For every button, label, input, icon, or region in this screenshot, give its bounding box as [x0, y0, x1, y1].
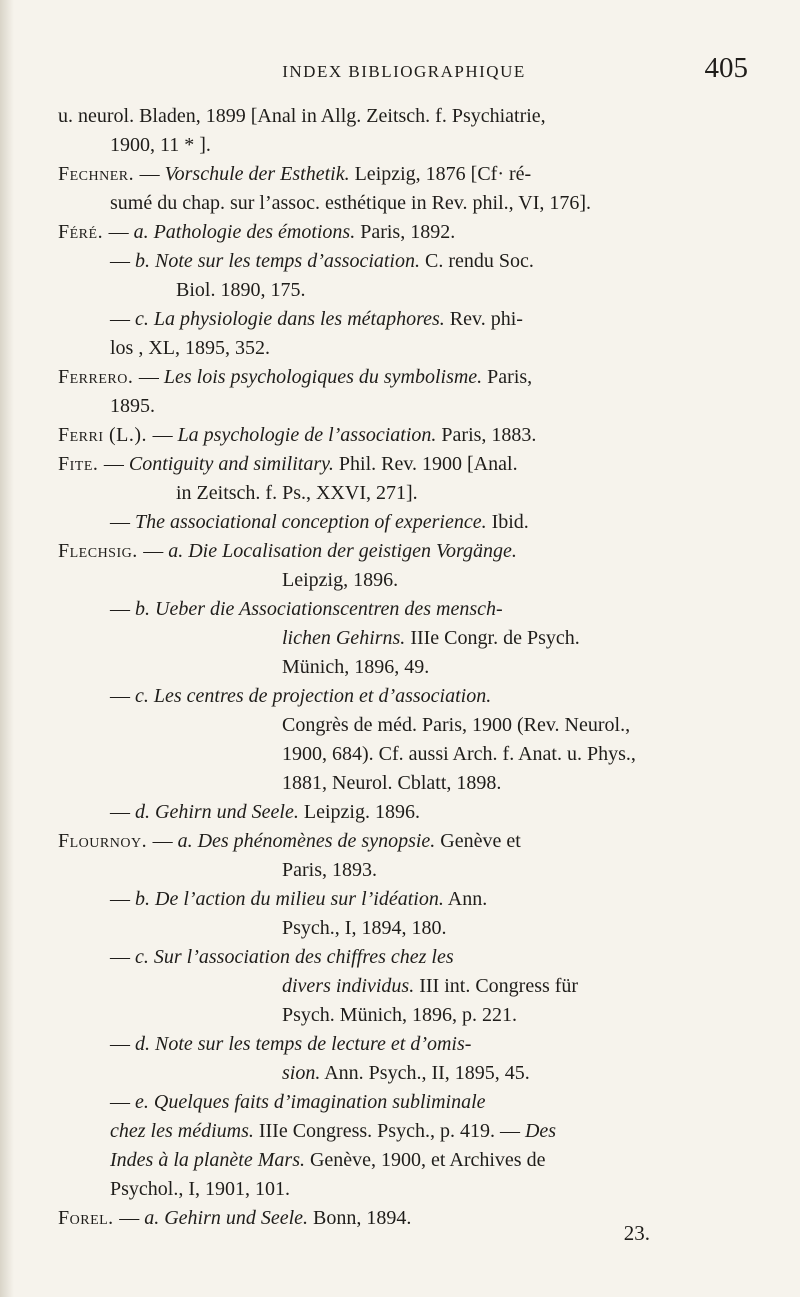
- work-title: Vorschule der Esthetik.: [164, 163, 350, 185]
- work-title: Contiguity and similitary.: [128, 453, 334, 475]
- entry-continuation-line: [58, 566, 748, 595]
- citation-text: Genève, 1900, et Archives de: [304, 1149, 546, 1171]
- citation-text: 1900, 684). Cf. aussi Arch. f. Anat. u. Phys.,: [282, 743, 636, 765]
- entry-continuation-line: [58, 1001, 748, 1030]
- citation-text: —: [152, 830, 178, 852]
- author-name: Féré.: [58, 221, 109, 243]
- entry-continuation-line: [58, 1146, 748, 1175]
- work-title: divers individus.: [282, 975, 415, 997]
- entry-continuation-line: [58, 247, 748, 276]
- entry-continuation-line: [58, 1117, 748, 1146]
- citation-text: Rev. phi-: [444, 308, 523, 330]
- citation-text: Leipzig, 1896.: [282, 569, 399, 591]
- citation-text: —: [110, 888, 135, 910]
- author-name: Ferrero.: [58, 366, 139, 388]
- work-title: a. Pathologie des émotions.: [133, 221, 356, 243]
- entry-continuation-line: [58, 914, 748, 943]
- entry-heading-line: [58, 160, 748, 189]
- citation-text: Bonn, 1894.: [308, 1207, 412, 1229]
- author-name: Flechsig.: [58, 540, 144, 562]
- entry-continuation-line: [58, 885, 748, 914]
- citation-text: III int. Congress für: [414, 975, 579, 997]
- work-title: La psychologie de l’association.: [177, 424, 437, 446]
- entry-continuation-line: [58, 1030, 748, 1059]
- citation-text: —: [110, 1091, 135, 1113]
- citation-text: IIIe Congress. Psych., p. 419. —: [253, 1120, 525, 1142]
- work-title: d. Note sur les temps de lecture et d’omis-: [135, 1033, 472, 1055]
- citation-text: —: [108, 221, 134, 243]
- work-title: a. Des phénomènes de synopsie.: [177, 830, 436, 852]
- citation-text: u. neurol. Bladen, 1899 [Anal in Allg. Zeitsch. f. Psychiatrie,: [58, 105, 546, 127]
- entry-heading-line: [58, 450, 748, 479]
- entry-continuation-line: [58, 276, 748, 305]
- citation-text: Paris, 1892.: [355, 221, 456, 243]
- work-title: sion.: [282, 1062, 321, 1084]
- work-title: lichen Gehirns.: [282, 627, 406, 649]
- citation-text: C. rendu Soc.: [420, 250, 534, 272]
- entry-continuation-line: [58, 972, 748, 1001]
- citation-text: Congrès de méd. Paris, 1900 (Rev. Neurol.,: [282, 714, 631, 736]
- citation-text: IIIe Congr. de Psych.: [405, 627, 580, 649]
- author-name: Fite.: [58, 453, 104, 475]
- entry-continuation-line: [58, 1059, 748, 1088]
- citation-text: Leipzig, 1876 [Cf· ré-: [349, 163, 532, 185]
- page-number: 405: [704, 52, 748, 84]
- entry-continuation-line: [58, 508, 748, 537]
- entry-continuation-line: [58, 624, 748, 653]
- citation-text: Psychol., I, 1901, 101.: [110, 1178, 290, 1200]
- work-title: chez les médiums.: [110, 1120, 254, 1142]
- entry-continuation-line: [58, 711, 748, 740]
- citation-text: Genève et: [435, 830, 521, 852]
- entry-continuation-line: [58, 943, 748, 972]
- citation-text: —: [110, 801, 135, 823]
- entry-continuation-line: [58, 740, 748, 769]
- citation-text: Münich, 1896, 49.: [282, 656, 430, 678]
- entry-continuation-line: [58, 131, 748, 160]
- citation-text: —: [110, 685, 135, 707]
- work-title: c. Sur l’association des chiffres chez les: [135, 946, 454, 968]
- citation-text: sumé du chap. sur l’assoc. esthétique in Rev. phil., VI, 176].: [110, 192, 592, 214]
- entry-continuation-line: [58, 189, 748, 218]
- entry-continuation-line: [58, 653, 748, 682]
- entry-continuation-line: [58, 479, 748, 508]
- author-name: Fechner.: [58, 163, 140, 185]
- citation-text: Psych. Münich, 1896, p. 221.: [282, 1004, 517, 1026]
- work-title: a. Gehirn und Seele.: [144, 1207, 309, 1229]
- citation-text: —: [110, 511, 135, 533]
- citation-text: Ann.: [443, 888, 488, 910]
- page-header: [60, 52, 748, 92]
- entry-continuation-line: [58, 595, 748, 624]
- work-title: d. Gehirn und Seele.: [135, 801, 299, 823]
- author-name: Flournoy.: [58, 830, 153, 852]
- citation-text: —: [110, 250, 135, 272]
- citation-text: 1881, Neurol. Cblatt, 1898.: [282, 772, 502, 794]
- work-title: Les lois psychologiques du symbolisme.: [163, 366, 483, 388]
- work-title: The associational conception of experience.: [135, 511, 487, 533]
- citation-text: 1895.: [110, 395, 155, 417]
- citation-text: —: [110, 598, 135, 620]
- citation-text: in Zeitsch. f. Ps., XXVI, 271].: [176, 482, 418, 504]
- citation-text: Ann. Psych., II, 1895, 45.: [320, 1062, 530, 1084]
- work-title: b. De l’action du milieu sur l’idéation.: [135, 888, 444, 910]
- page-gutter-shadow: [0, 0, 14, 1297]
- author-name: Forel.: [58, 1207, 120, 1229]
- citation-text: —: [110, 308, 135, 330]
- citation-text: —: [110, 946, 135, 968]
- citation-text: Ibid.: [486, 511, 529, 533]
- citation-text: Paris,: [482, 366, 533, 388]
- citation-text: los , XL, 1895, 352.: [110, 337, 270, 359]
- entry-heading-line: [58, 102, 748, 131]
- entry-heading-line: [58, 218, 748, 247]
- citation-text: —: [138, 366, 164, 388]
- citation-text: —: [143, 540, 169, 562]
- work-title: Indes à la planète Mars.: [110, 1149, 305, 1171]
- citation-text: Paris, 1893.: [282, 859, 377, 881]
- entry-continuation-line: [58, 856, 748, 885]
- work-title: c. La physiologie dans les métaphores.: [135, 308, 445, 330]
- citation-text: —: [103, 453, 129, 475]
- citation-text: Psych., I, 1894, 180.: [282, 917, 447, 939]
- bibliography-entries: [58, 102, 748, 1233]
- work-title: b. Note sur les temps d’association.: [135, 250, 420, 272]
- entry-continuation-line: [58, 392, 748, 421]
- citation-text: Leipzig. 1896.: [298, 801, 420, 823]
- entry-continuation-line: [58, 682, 748, 711]
- entry-continuation-line: [58, 769, 748, 798]
- work-title: a. Die Localisation der geistigen Vorgänge.: [168, 540, 517, 562]
- entry-continuation-line: [58, 798, 748, 827]
- work-title: b. Ueber die Associationscentren des mensch-: [135, 598, 503, 620]
- signature-mark: 23.: [623, 1221, 650, 1245]
- citation-text: 1900, 11 * ].: [110, 134, 211, 156]
- entry-continuation-line: [58, 334, 748, 363]
- work-title: c. Les centres de projection et d’association.: [135, 685, 492, 707]
- author-name: Ferri (L.).: [58, 424, 153, 446]
- entry-heading-line: [58, 537, 748, 566]
- entry-heading-line: [58, 363, 748, 392]
- citation-text: Biol. 1890, 175.: [176, 279, 306, 301]
- entry-heading-line: [58, 421, 748, 450]
- entry-continuation-line: [58, 305, 748, 334]
- citation-text: —: [110, 1033, 135, 1055]
- entry-heading-line: [58, 827, 748, 856]
- entry-continuation-line: [58, 1175, 748, 1204]
- work-title: Des: [524, 1120, 557, 1142]
- citation-text: —: [139, 163, 165, 185]
- citation-text: Phil. Rev. 1900 [Anal.: [333, 453, 518, 475]
- citation-text: Paris, 1883.: [436, 424, 537, 446]
- citation-text: —: [152, 424, 178, 446]
- entry-continuation-line: [58, 1088, 748, 1117]
- work-title: e. Quelques faits d’imagination subliminale: [135, 1091, 486, 1113]
- running-title: INDEX BIBLIOGRAPHIQUE: [282, 62, 526, 81]
- citation-text: —: [119, 1207, 145, 1229]
